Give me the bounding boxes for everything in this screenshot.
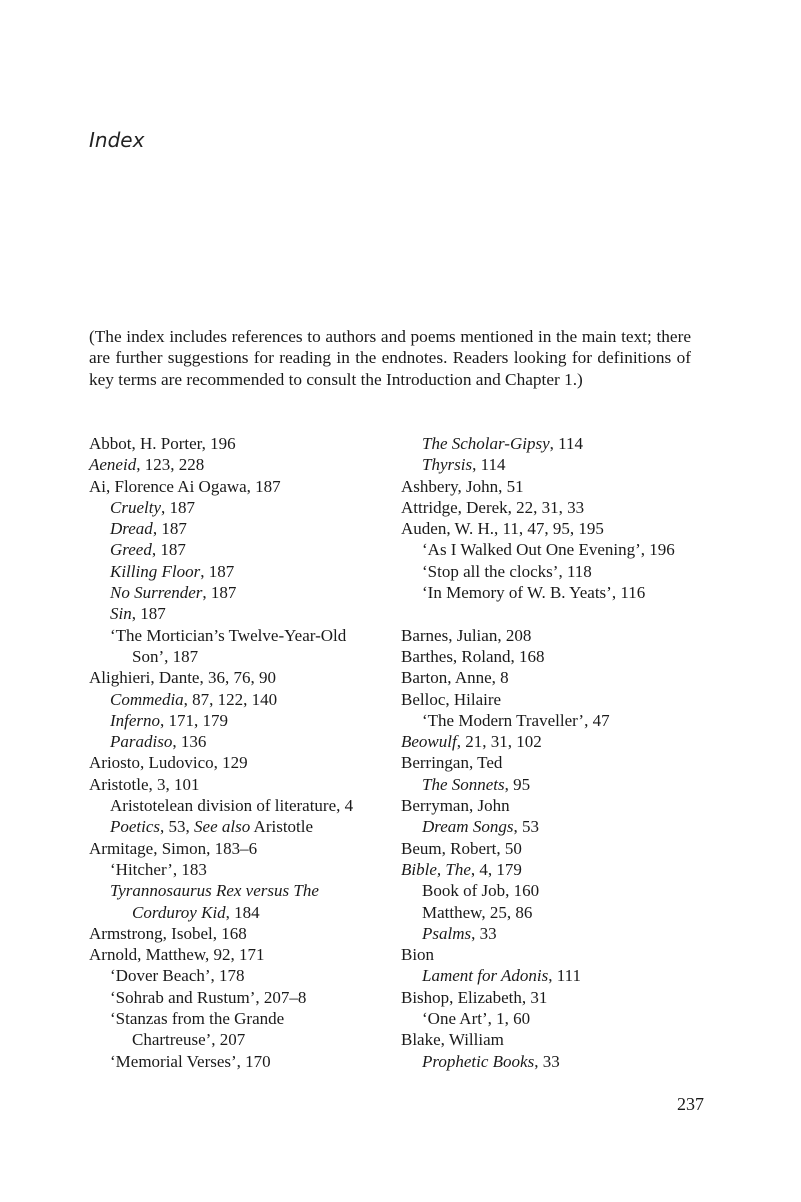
entry-pages: , 111 — [548, 966, 582, 986]
entry-pages: , 95 — [504, 774, 531, 794]
index-entry: Beum, Robert, 50 — [401, 838, 522, 858]
index-column-left — [89, 433, 389, 1072]
entry-title: Sin — [110, 604, 132, 624]
index-subentry — [89, 582, 389, 603]
index-subentry: ‘One Art’, 1, 60 — [422, 1009, 531, 1029]
entry-title: Poetics — [110, 817, 161, 837]
entry-title: Paradiso — [110, 732, 173, 752]
page-number: 237 — [677, 1094, 704, 1114]
letter-group-gap — [401, 603, 711, 624]
index-subentry: Book of Job, 160 — [422, 881, 540, 901]
index-entry — [89, 454, 389, 475]
index-subentry — [401, 965, 711, 986]
index-subentry-continued — [89, 902, 389, 923]
index-entry — [401, 859, 711, 880]
index-subentry-continued: Son’, 187 — [132, 646, 199, 666]
entry-pages: , 187 — [161, 497, 195, 517]
index-subentry: ‘Memorial Verses’, 170 — [110, 1051, 271, 1071]
index-entry: Abbot, H. Porter, 196 — [89, 434, 236, 453]
index-title: Index — [89, 128, 145, 152]
index-subentry: ‘The Modern Traveller’, 47 — [422, 710, 610, 730]
index-subentry — [89, 816, 389, 837]
entry-title: Tyrannosaurus Rex versus The — [110, 881, 319, 901]
entry-pages: , 21, 31, 102 — [456, 732, 542, 752]
index-subentry — [89, 880, 389, 901]
entry-pages: , 114 — [549, 434, 583, 453]
index-subentry — [401, 433, 711, 454]
index-entry: Bishop, Elizabeth, 31 — [401, 987, 548, 1007]
see-also-label: See also — [194, 817, 251, 837]
entry-title: Killing Floor — [110, 561, 201, 581]
entry-title: Dream Songs — [422, 817, 514, 837]
see-also-target: Aristotle — [250, 817, 314, 837]
index-subentry: ‘Stanzas from the Grande — [110, 1009, 285, 1029]
index-subentry — [89, 518, 389, 539]
entry-pages: , 184 — [225, 902, 260, 922]
entry-pages: , 171, 179 — [160, 710, 229, 730]
index-entry: Berringan, Ted — [401, 753, 503, 773]
index-entry: Arnold, Matthew, 92, 171 — [89, 945, 265, 965]
entry-pages: , 53, — [160, 817, 195, 837]
entry-pages: , 187 — [200, 561, 235, 581]
index-entry: Berryman, John — [401, 796, 510, 816]
entry-title: Corduroy Kid — [132, 902, 226, 922]
index-entry: Barton, Anne, 8 — [401, 668, 509, 688]
entry-title: Prophetic Books — [422, 1051, 535, 1071]
index-subentry: Matthew, 25, 86 — [422, 902, 533, 922]
entry-title: Commedia — [110, 689, 184, 709]
entry-title: Bible, The — [401, 859, 471, 879]
entry-title: The Sonnets — [422, 774, 505, 794]
index-subentry — [89, 689, 389, 710]
index-subentry: ‘In Memory of W. B. Yeats’, 116 — [422, 583, 646, 603]
index-subentry: ‘Hitcher’, 183 — [110, 859, 207, 879]
entry-title: Cruelty — [110, 497, 161, 517]
index-subentry: ‘Dover Beach’, 178 — [110, 966, 245, 986]
index-entry: Alighieri, Dante, 36, 76, 90 — [89, 668, 276, 688]
index-subentry-continued: Chartreuse’, 207 — [132, 1030, 246, 1050]
index-entry: Armstrong, Isobel, 168 — [89, 923, 247, 943]
index-subentry: ‘Sohrab and Rustum’, 207–8 — [110, 987, 307, 1007]
index-subentry — [89, 710, 389, 731]
entry-title: No Surrender — [110, 583, 203, 603]
index-entry: Aristotle, 3, 101 — [89, 774, 200, 794]
index-subentry — [401, 454, 711, 475]
entry-pages: , 187 — [131, 604, 166, 624]
index-subentry — [401, 923, 711, 944]
index-entry: Ariosto, Ludovico, 129 — [89, 753, 248, 773]
entry-pages: , 53 — [513, 817, 539, 837]
entry-title: Greed — [110, 540, 152, 560]
index-subentry: Aristotelean division of literature, 4 — [110, 796, 354, 816]
entry-pages: , 123, 228 — [136, 455, 205, 475]
index-entry: Bion — [401, 945, 435, 965]
index-subentry — [89, 603, 389, 624]
index-entry: Barthes, Roland, 168 — [401, 646, 545, 666]
index-subentry — [89, 539, 389, 560]
entry-pages: , 33 — [471, 923, 497, 943]
entry-title: Lament for Adonis — [422, 966, 549, 986]
index-column-right — [401, 433, 711, 1072]
index-subentry: ‘As I Walked Out One Evening’, 196 — [422, 540, 675, 560]
index-subentry — [401, 774, 711, 795]
index-entry: Ai, Florence Ai Ogawa, 187 — [89, 476, 281, 496]
index-subentry: ‘Stop all the clocks’, 118 — [422, 561, 592, 581]
entry-pages: , 187 — [152, 519, 187, 539]
entry-pages: , 33 — [534, 1051, 560, 1071]
entry-pages: , 114 — [472, 455, 506, 475]
entry-pages: , 87, 122, 140 — [183, 689, 278, 709]
index-entry: Barnes, Julian, 208 — [401, 625, 532, 645]
entry-title: Dread — [110, 519, 153, 539]
index-subentry — [89, 731, 389, 752]
index-subentry — [401, 816, 711, 837]
index-entry: Blake, William — [401, 1030, 504, 1050]
index-subentry — [89, 497, 389, 518]
index-subentry — [89, 561, 389, 582]
entry-title: Beowulf — [401, 732, 457, 752]
entry-title: The Scholar-Gipsy — [422, 434, 550, 453]
index-subentry — [401, 1051, 711, 1072]
index-intro-note: (The index includes references to authors and poems mentioned in the main text; there are further suggestions for reading in the endnotes. Readers looking for definitions of key terms are recommended to consult the Introduction and Chapter 1.) — [89, 327, 691, 389]
index-entry: Armitage, Simon, 183–6 — [89, 838, 258, 858]
index-entry — [401, 731, 711, 752]
entry-title: Aeneid — [89, 455, 137, 475]
entry-title: Psalms — [422, 923, 472, 943]
entry-pages: , 187 — [151, 540, 186, 560]
index-entry: Ashbery, John, 51 — [401, 476, 524, 496]
entry-title: Inferno — [110, 710, 161, 730]
index-entry: Auden, W. H., 11, 47, 95, 195 — [401, 519, 604, 539]
index-entry: Attridge, Derek, 22, 31, 33 — [401, 497, 585, 517]
index-entry: Belloc, Hilaire — [401, 689, 502, 709]
index-subentry: ‘The Mortician’s Twelve-Year-Old — [110, 625, 347, 645]
entry-pages: , 136 — [172, 732, 207, 752]
entry-title: Thyrsis — [422, 455, 473, 475]
entry-pages: , 4, 179 — [470, 859, 522, 879]
entry-pages: , 187 — [202, 583, 237, 603]
